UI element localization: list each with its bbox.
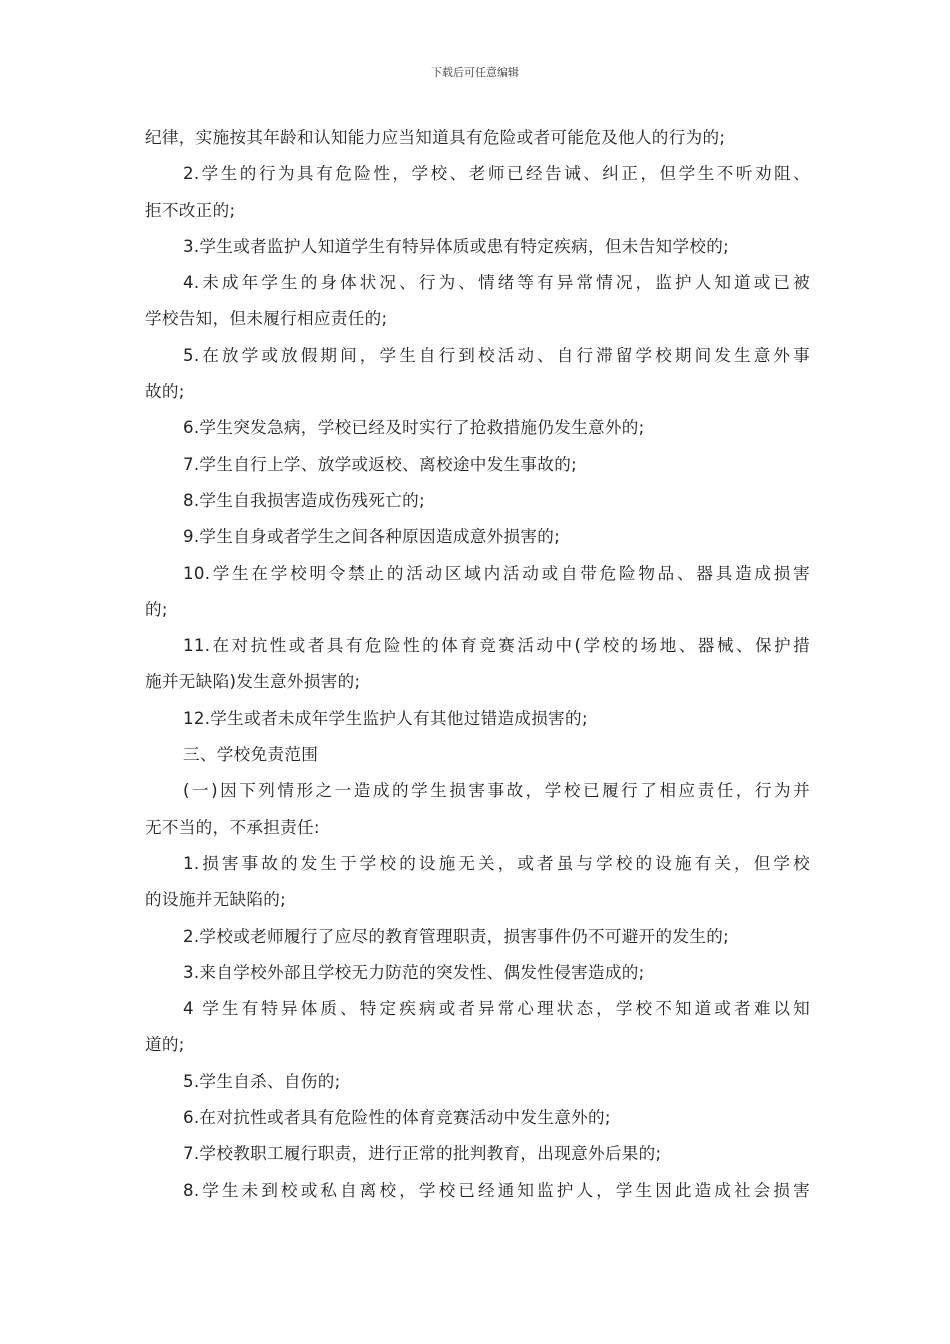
paragraph-line: 6.在对抗性或者具有危险性的体育竞赛活动中发生意外的; xyxy=(183,1108,611,1128)
document-body xyxy=(145,120,810,1209)
paragraph-line: 3.来自学校外部且学校无力防范的突发性、偶发性侵害造成的; xyxy=(183,962,645,982)
paragraph-line: 的设施并无缺陷的; xyxy=(145,890,287,910)
paragraph-line: 2.学校或老师履行了应尽的教育管理职责，损害事件仍不可避开的发生的; xyxy=(183,926,730,946)
paragraph-line: (一)因下列情形之一造成的学生损害事故，学校已履行了相应责任，行为并 xyxy=(183,781,810,801)
paragraph-line: 7.学生自行上学、放学或返校、离校途中发生事故的; xyxy=(183,454,577,474)
paragraph-line: 拒不改正的; xyxy=(145,200,236,220)
paragraph-line: 4 学生有特异体质、特定疾病或者异常心理状态，学校不知道或者难以知 xyxy=(183,999,810,1019)
paragraph-line: 1.损害事故的发生于学校的设施无关，或者虽与学校的设施有关，但学校 xyxy=(183,853,810,873)
paragraph-line: 的; xyxy=(145,599,168,619)
paragraph-line: 道的; xyxy=(145,1035,185,1055)
paragraph-line: 5.在放学或放假期间，学生自行到校活动、自行滞留学校期间发生意外事 xyxy=(183,345,810,365)
paragraph-line: 7.学校教职工履行职责，进行正常的批判教育，出现意外后果的; xyxy=(183,1144,662,1164)
paragraph-line: 6.学生突发急病，学校已经及时实行了抢救措施仍发生意外的; xyxy=(183,418,645,438)
paragraph-line: 10.学生在学校明令禁止的活动区域内活动或自带危险物品、器具造成损害 xyxy=(183,563,810,583)
paragraph-line: 4.未成年学生的身体状况、行为、情绪等有异常情况，监护人知道或已被 xyxy=(183,273,810,293)
paragraph-line: 施并无缺陷)发生意外损害的; xyxy=(145,672,361,692)
paragraph-line: 5.学生自杀、自伤的; xyxy=(183,1071,341,1091)
paragraph-line: 2.学生的行为具有危险性，学校、老师已经告诫、纠正，但学生不听劝阻、 xyxy=(183,164,810,184)
paragraph-line: 学校告知，但未履行相应责任的; xyxy=(145,309,388,329)
paragraph-line: 无不当的，不承担责任: xyxy=(145,817,320,837)
paragraph-line: 8.学生自我损害造成伤残死亡的; xyxy=(183,490,425,510)
paragraph-line: 3.学生或者监护人知道学生有特异体质或患有特定疾病，但未告知学校的; xyxy=(183,236,730,256)
paragraph-line: 9.学生自身或者学生之间各种原因造成意外损害的; xyxy=(183,527,561,547)
paragraph-line: 纪律，实施按其年龄和认知能力应当知道具有危险或者可能危及他人的行为的; xyxy=(145,128,726,147)
section-heading: 三、学校免责范围 xyxy=(183,745,319,765)
paragraph-line: 故的; xyxy=(145,382,185,402)
page-header: 下载后可任意编辑 xyxy=(431,66,519,79)
paragraph-line: 11.在对抗性或者具有危险性的体育竞赛活动中(学校的场地、器械、保护措 xyxy=(183,636,810,656)
paragraph-line: 8.学生未到校或私自离校，学校已经通知监护人，学生因此造成社会损害 xyxy=(183,1180,810,1200)
paragraph-line: 12.学生或者未成年学生监护人有其他过错造成损害的; xyxy=(183,708,588,728)
